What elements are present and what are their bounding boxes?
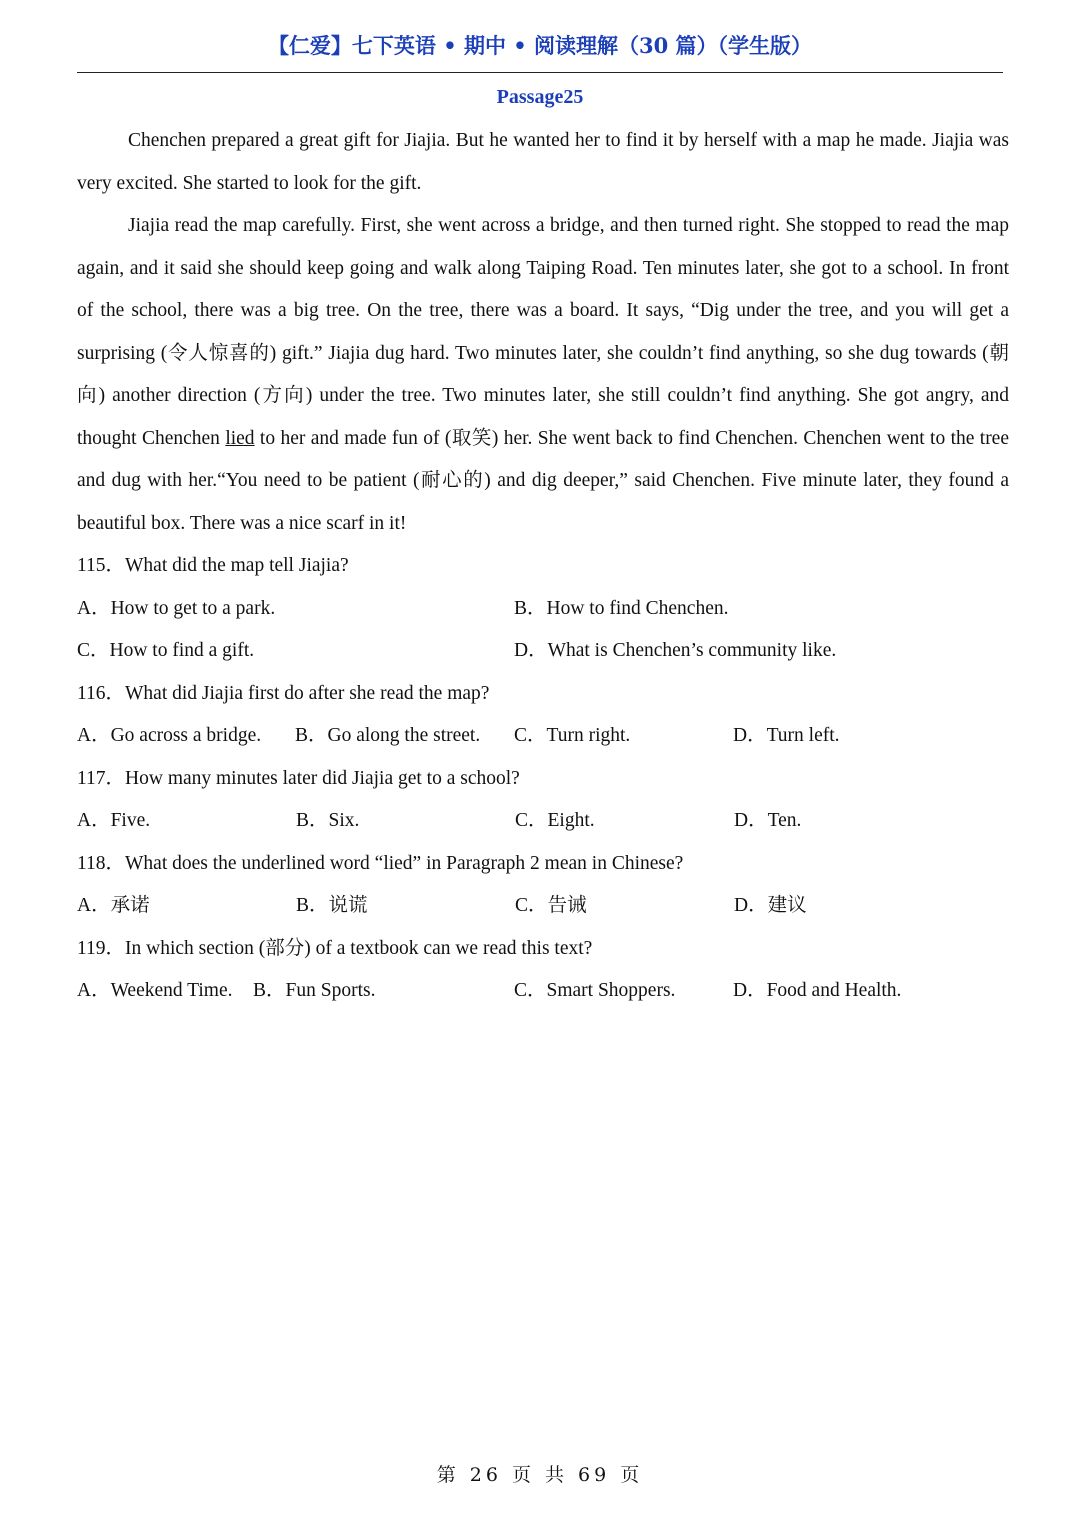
option-d: D．Food and Health. xyxy=(733,980,902,1001)
option-b: B．How to find Chenchen. xyxy=(514,597,729,619)
option-d: D．What is Chenchen’s community like. xyxy=(514,640,837,661)
question-115-options-row-2 xyxy=(77,630,1009,673)
document-header: 【仁爱】七下英语 • 期中 • 阅读理解（30 篇）（学生版） xyxy=(267,33,813,58)
question-118-options xyxy=(77,885,1009,928)
option-c: C．How to find a gift. xyxy=(77,640,255,661)
header-divider xyxy=(77,72,1003,73)
option-c: C．告诫 xyxy=(515,895,587,916)
question-118: 118．What does the underlined word “lied” in Paragraph 2 mean in Chinese? xyxy=(77,852,684,874)
option-c: C．Smart Shoppers. xyxy=(514,980,676,1001)
question-117: 117．How many minutes later did Jiajia get to a school? xyxy=(77,767,520,789)
question-115: 115．What did the map tell Jiajia? xyxy=(77,555,349,576)
option-d: D．建议 xyxy=(734,895,807,916)
option-a: A．承诺 xyxy=(77,895,150,916)
option-c: C．Eight. xyxy=(515,810,595,831)
question-116-options xyxy=(77,715,1009,758)
underlined-word: lied xyxy=(225,427,255,449)
question-116: 116．What did Jiajia first do after she read the map? xyxy=(77,682,490,704)
option-a: A．Five. xyxy=(77,810,151,831)
option-d: D．Turn left. xyxy=(733,725,840,746)
option-a: A．How to get to a park. xyxy=(77,597,276,619)
page-number: 第 26 页 共 69 页 xyxy=(436,1464,644,1486)
option-b: B．Go along the street. xyxy=(295,725,481,746)
question-119-options xyxy=(77,970,1009,1013)
option-b: B．Fun Sports. xyxy=(253,980,376,1001)
option-b: B．Six. xyxy=(296,810,360,831)
passage-title: Passage25 xyxy=(496,86,584,108)
option-b: B．说谎 xyxy=(296,895,368,916)
question-119: 119．In which section (部分) of a textbook can we read this text? xyxy=(77,937,593,959)
paragraph-2-text-after: to her and made fun of (取笑) her. She went back to find Chenchen. Chenchen went to the tree and dug with her.“You need to be patient (耐心的) and dig deeper,” said Chenchen. Five minute later, they found a beautiful box. There was a nice scarf in it! xyxy=(77,427,1009,534)
paragraph-1: Chenchen prepared a great gift for Jiajia. But he wanted her to find it by herself with a map he made. Jiajia was very excited. She started to look for the gift. xyxy=(77,130,1009,194)
option-c: C．Turn right. xyxy=(514,725,631,746)
option-a: A．Go across a bridge. xyxy=(77,725,262,746)
paragraph-2 xyxy=(77,205,1009,545)
option-d: D．Ten. xyxy=(734,810,802,831)
paragraph-2-text-before: Jiajia read the map carefully. First, she went across a bridge, and then turned right. She stopped to read the map again, and it said she should keep going and walk along Taiping Road. Ten minutes later, she got to a school. In front of the school, there was a big tree. On the tree, there was a board. It says, “Dig under the tree, and you will get a surprising (令人惊喜的) gift.” Jiajia dug hard. Two minutes later, she couldn’t find anything, so she dug towards (朝向) another direction (方向) under the tree. Two minutes later, she still couldn’t find anything. She got angry, and thought Chenchen xyxy=(77,215,1009,449)
question-115-options-row-1 xyxy=(77,588,1009,631)
passage-body xyxy=(77,120,1009,1013)
option-a: A．Weekend Time. xyxy=(77,980,233,1001)
question-117-options xyxy=(77,800,1009,843)
